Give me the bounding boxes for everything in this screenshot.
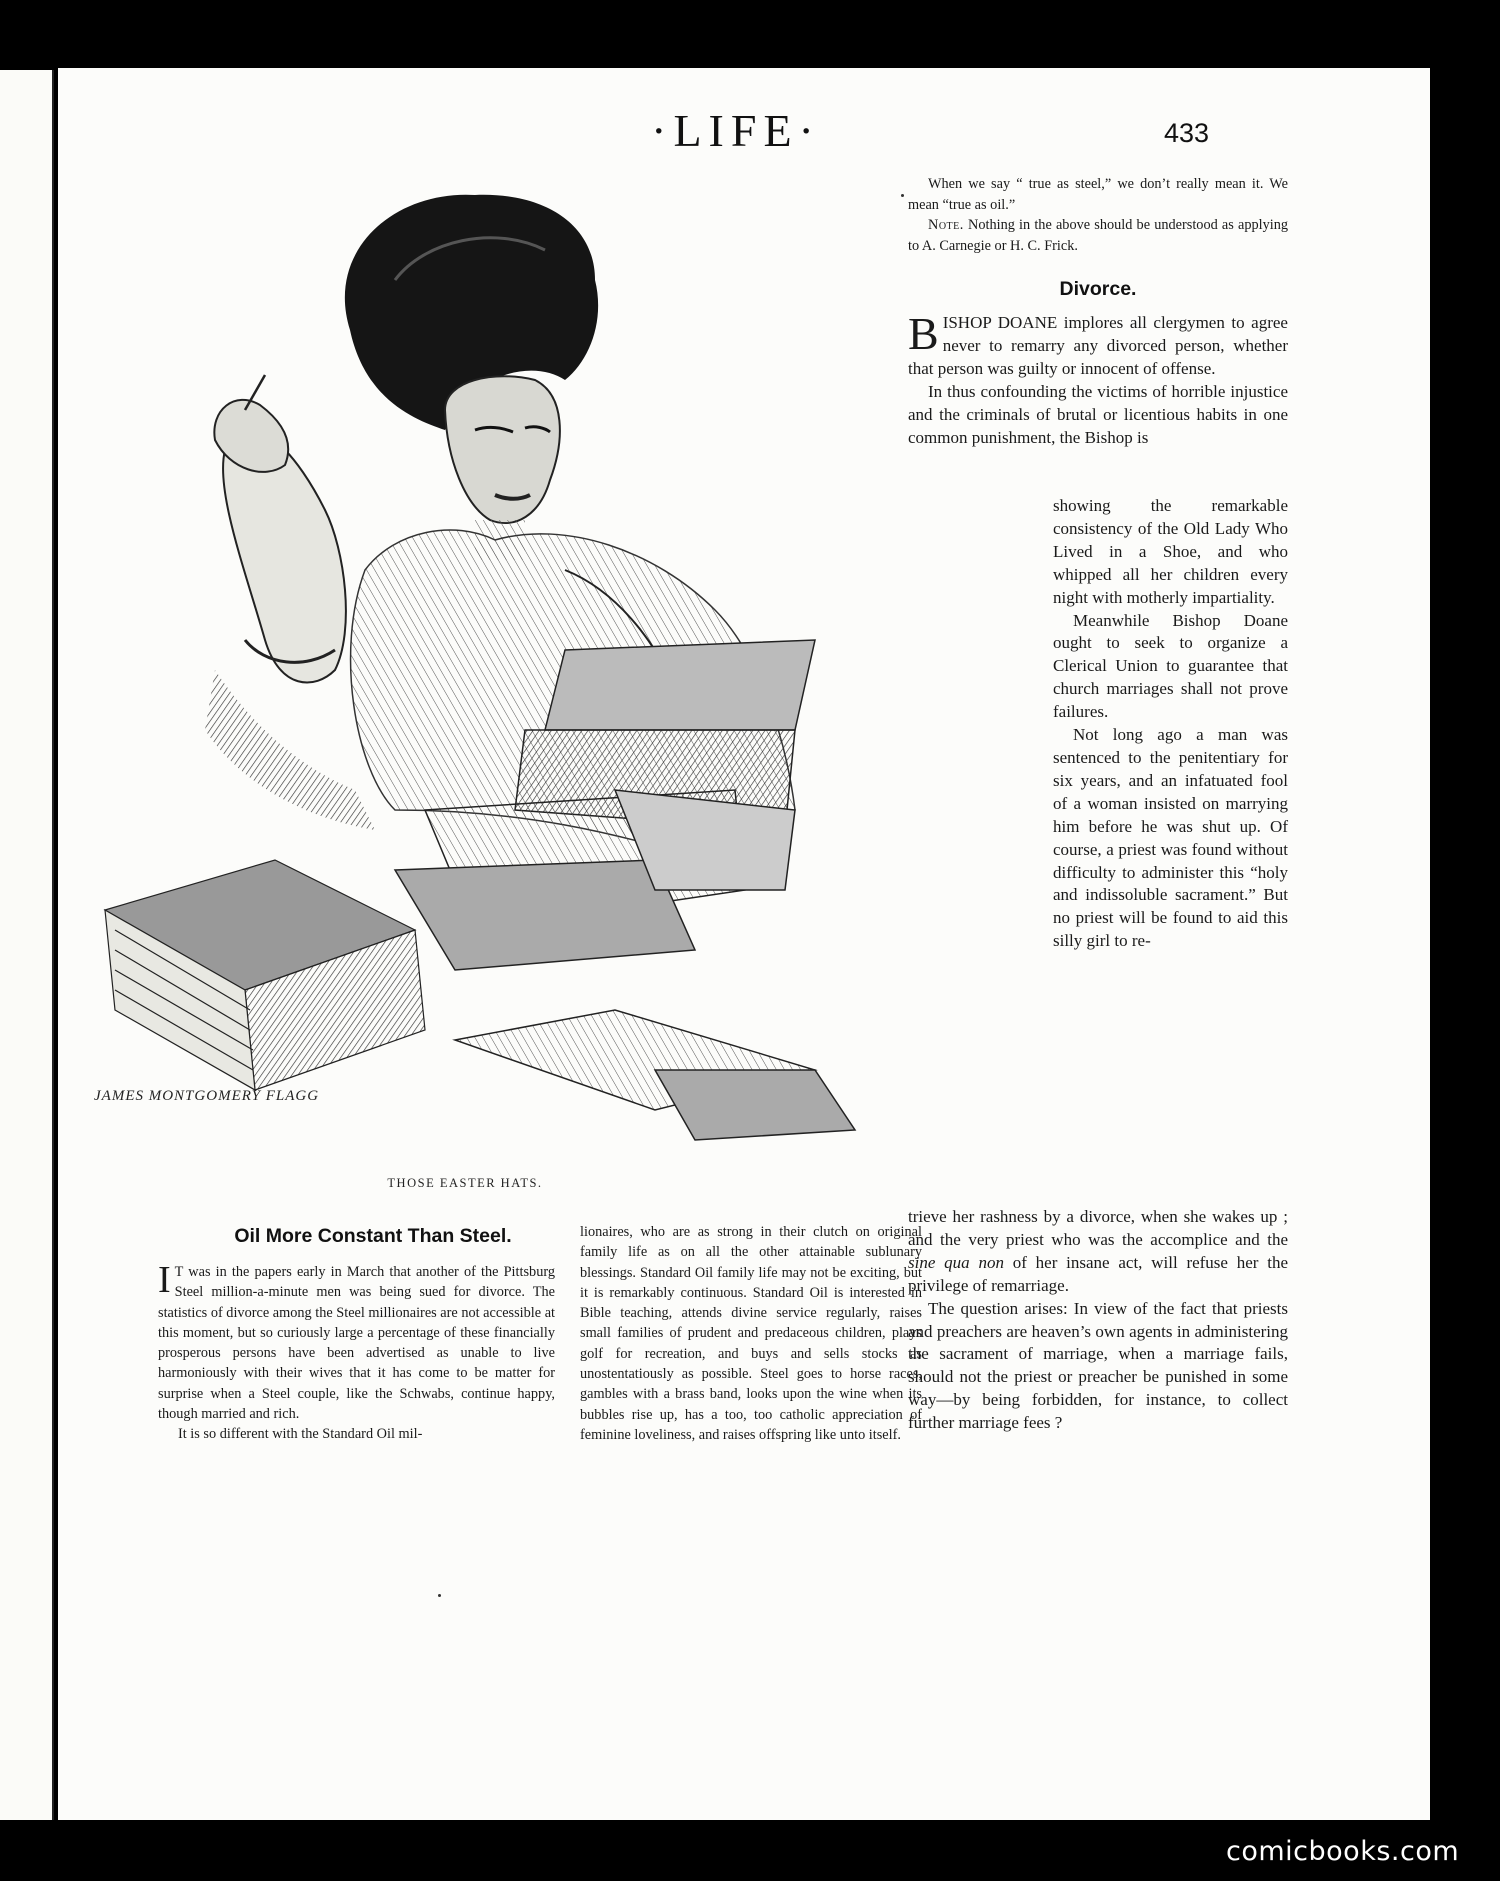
divorce-dropcap: B — [908, 308, 939, 359]
divorce-article-title: Divorce. — [1059, 278, 1137, 300]
artist-signature: JAMES MONTGOMERY FLAGG — [94, 1088, 320, 1104]
divorce-paragraph-5: The question arises: In view of the fact that priests and preachers are heaven’s own agents in administering the sacrament of marriage, when a marriage fails, should not the priest or preacher be punished in some way—by being forbidden, for instance, to collect further marriage fees ? — [908, 1298, 1288, 1433]
divorce-latin-phrase: sine qua non — [908, 1252, 1004, 1272]
oil-paragraph-3: lionaires, who are as strong in their clutch on original family life as on all the other attainable sublunary blessings. Standard Oil family life may not be exciting, but it is remarkably continuous. Standard Oil is interested in Bible teaching, attends divine service regularly, raises small families of prudent and predaceous children, plays golf for recreation, and buys and sells stocks as unostentatiously as possible. Steel goes to horse races, gambles with a brass band, looks upon the wine when its bubbles rise up, has a too, too catholic appreciation of feminine loveliness, and raises offspring like unto itself. — [580, 1224, 922, 1443]
masthead: ·LIFE· — [651, 105, 821, 156]
divorce-paragraph-3: Meanwhile Bishop Doane ought to seek to organize a Clerical Union to guarantee that church marriages shall not prove failures. — [1053, 610, 1288, 722]
divorce-paragraph-4-narrow: Not long ago a man was sentenced to the penitentiary for six years, and an infatuated fool of a woman insisted on marrying him before he was shut up. Of course, a priest was found without difficulty to administer this “holy and indissoluble sacrament.” But no priest will be found to aid this silly girl to re- — [1053, 725, 1288, 951]
stray-dot — [438, 1594, 441, 1597]
divorce-paragraph-4-wide: trieve her rashness by a divorce, when she wakes up ; and the very priest who was the accomplice and the — [908, 1207, 1288, 1249]
oil-paragraph-1: T was in the papers early in March that another of the Pittsburg Steel million-a-minute men was being sued for divorce. The statistics of divorce among the Steel millionaires are not accessible at this moment, but so curiously large a percentage of these financially prosperous persons have been advertised as unable to live harmoniously with their wives that it has come to be matter for surprise when a Steel couple, like the Schwabs, continue happy, though married and rich. — [158, 1264, 556, 1423]
note-label: Note. — [928, 217, 964, 233]
stray-dot — [901, 194, 904, 197]
watermark: comicbooks.com — [1226, 1836, 1460, 1867]
oil-dropcap: I — [158, 1259, 171, 1301]
oil-article-column-1 — [158, 1259, 556, 1445]
illustration-caption: THOSE EASTER HATS. — [387, 1176, 543, 1190]
note-text: Nothing in the above should be understood as applying to A. Carnegie or H. C. Frick. — [908, 217, 1289, 254]
divorce-paragraph-1: implores all clergymen to agree never to remarry any divorced person, whether that person was guilty or innocent of offense. — [908, 313, 1288, 378]
left-page-edge — [0, 70, 54, 1820]
divorce-paragraph-2-wide: In thus confounding the victims of horrible injustice and the criminals of brutal or licentious habits in one common punishment, the Bishop is — [908, 381, 1288, 447]
divorce-lead-caps: ISHOP DOANE — [942, 313, 1058, 332]
oil-paragraph-2: It is so different with the Standard Oil mil- — [178, 1426, 423, 1443]
oil-article-column-2 — [580, 1222, 922, 1445]
illustration-woman-with-money — [95, 170, 955, 1185]
page-number: 433 — [1164, 118, 1210, 148]
oil-article-title: Oil More Constant Than Steel. — [234, 1225, 512, 1247]
divorce-article-narrow — [1053, 495, 1288, 953]
divorce-paragraph-4-end: of her insane act, will refuse her the privilege of remarriage. — [908, 1252, 1289, 1295]
divorce-article-bottom — [908, 1206, 1288, 1435]
divorce-article-top — [908, 308, 1288, 449]
oil-article-end — [908, 174, 1288, 256]
divorce-paragraph-2-narrow: showing the remarkable consistency of the Old Lady Who Lived in a Shoe, and who whipped all her children every night with motherly impartiality. — [1053, 496, 1288, 607]
oil-closing-line: When we say “ true as steel,” we don’t really mean it. We mean “true as oil.” — [908, 176, 1288, 213]
